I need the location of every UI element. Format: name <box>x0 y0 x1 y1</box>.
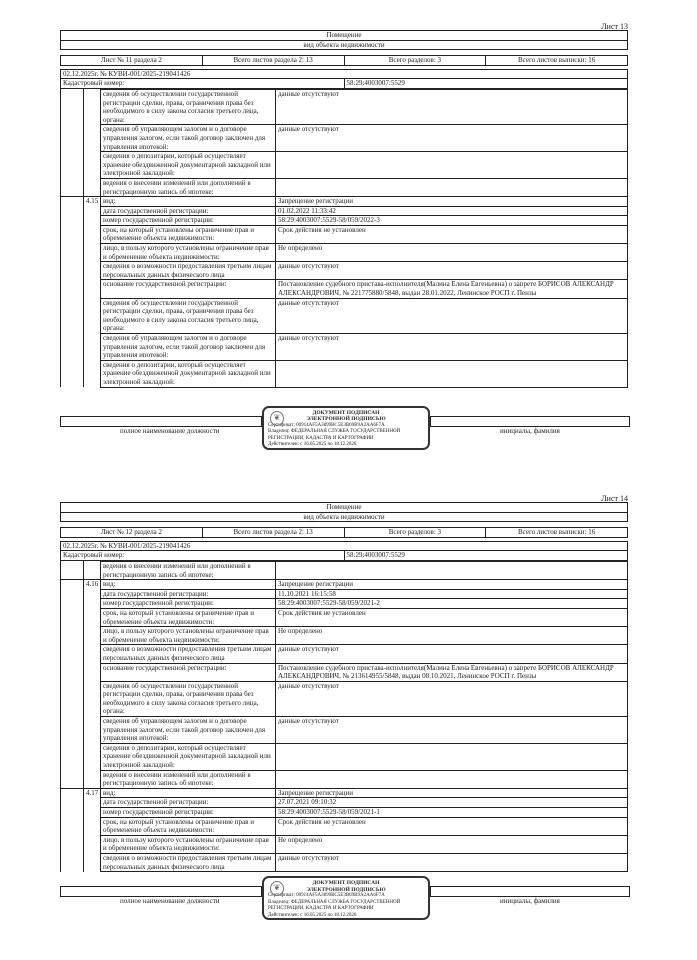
table-row <box>61 360 628 387</box>
row-margin <box>61 125 84 152</box>
object-type: Помещение <box>61 503 628 513</box>
object-type-caption: вид объекта недвижимости <box>61 512 628 522</box>
row-value: 58:29:4003007:5529-58/059/2021-1 <box>276 808 628 818</box>
row-label: сведения о возможности предоставления третьим лицам персональных данных физического лица <box>101 262 276 280</box>
sheet-14 <box>60 494 628 932</box>
table-row <box>61 206 628 216</box>
row-number: 4.15 <box>84 197 101 207</box>
row-margin <box>61 853 84 871</box>
table-row <box>61 608 628 626</box>
row-margin <box>61 152 84 179</box>
row-value: 27.07.2021 09:10:32 <box>276 798 628 808</box>
row-label: основание государственной регистрации: <box>101 280 276 298</box>
total-sections: Всего разделов: 3 <box>344 528 486 538</box>
row-number <box>84 225 101 243</box>
row-number <box>84 608 101 626</box>
stamp-validity: Действителен: с 16.05.2025 по 18.12.2026 <box>268 912 357 918</box>
sheet-info-table <box>60 55 628 66</box>
position-box <box>60 886 262 897</box>
stamp-certificate: Сертификат: 00914AF5A3899BC5E3B69B9A2AA6F7A <box>268 893 385 899</box>
cadastral-label: Кадастровый номер: <box>61 79 345 89</box>
row-number <box>84 216 101 226</box>
sheet-number: Лист 14 <box>601 494 628 503</box>
signature-block <box>60 872 628 932</box>
row-margin <box>61 360 84 387</box>
row-number <box>84 808 101 818</box>
table-row <box>61 817 628 835</box>
cadastral-number: 58:29:4003007:5529 <box>344 551 628 561</box>
row-label: дата государственной регистрации: <box>101 798 276 808</box>
stamp-subtitle: ЭЛЕКТРОННОЙ ПОДПИСЬЮ <box>306 416 386 423</box>
row-number <box>84 645 101 663</box>
row-value: данные отсутствуют <box>276 298 628 333</box>
row-number <box>84 206 101 216</box>
row-label: сведения о депозитарии, который осуществляет хранение обездвиженной документарной закладной или электронной закладной: <box>101 743 276 770</box>
row-margin <box>61 717 84 744</box>
row-margin <box>61 743 84 770</box>
row-margin <box>61 788 84 798</box>
row-value: данные отсутствуют <box>276 262 628 280</box>
row-label: ведения о внесении изменений или дополнений в регистрационную запись об ипотеке: <box>101 178 276 196</box>
row-margin <box>61 798 84 808</box>
object-type: Помещение <box>61 31 628 41</box>
name-label: инициалы, фамилия <box>500 897 560 906</box>
stamp-owner: Владелец: ФЕДЕРАЛЬНАЯ СЛУЖБА ГОСУДАРСТВЕННОЙ РЕГИСТРАЦИИ, КАДАСТРА И КАРТОГРАФИИ <box>268 429 401 441</box>
row-label: сведения о депозитарии, который осуществляет хранение обездвиженной документарной закладной или электронной закладной: <box>101 360 276 387</box>
cadastral-label: Кадастровый номер: <box>61 551 345 561</box>
row-value <box>276 178 628 196</box>
stamp-validity: Действителен: с 16.05.2025 по 18.12.2026 <box>268 442 357 448</box>
table-row <box>61 89 628 124</box>
table-row <box>61 178 628 196</box>
stamp-subtitle: ЭЛЕКТРОННОЙ ПОДПИСЬЮ <box>306 886 386 893</box>
table-row <box>61 262 628 280</box>
section-sheet: Лист № 12 раздела 2 <box>61 528 203 538</box>
row-margin <box>61 770 84 788</box>
row-value: Постановление судебного пристава-исполнителя(Малина Елена Евгеньевна) о запрете БОРИСОВ АЛЕКСАНДР АЛЕКСАНДРОВИЧ, № 213614955/5848, выдан 08.10.2021, Ленинское РОСП г. Пензы <box>276 663 628 681</box>
sheet-info-table <box>60 527 628 538</box>
row-label: срок, на который установлены ограничение прав и обременение объекта недвижимости: <box>101 225 276 243</box>
row-value: Постановление судебного пристава-исполнителя(Малина Елена Евгеньевна) о запрете БОРИСОВ АЛЕКСАНДР АЛЕКСАНДРОВИЧ, № 221775880/5848, выдан 28.01.2022, Ленинское РОСП г. Пензы <box>276 280 628 298</box>
row-number <box>84 770 101 788</box>
stamp-title: ДОКУМЕНТ ПОДПИСАН <box>312 409 380 416</box>
table-row <box>61 798 628 808</box>
cadastral-number: 58:29:4003007:5529 <box>344 79 628 89</box>
row-label: номер государственной регистрации: <box>101 216 276 226</box>
total-section2: Всего листов раздела 2: 13 <box>202 56 344 66</box>
row-number <box>84 798 101 808</box>
emblem-icon: ❦ <box>270 881 284 896</box>
row-value: Срок действия не установлен <box>276 608 628 626</box>
row-label: ведения о внесении изменений или дополнений в регистрационную запись об ипотеке: <box>101 561 276 579</box>
name-label: инициалы, фамилия <box>500 426 560 435</box>
row-label: сведения об осуществлении государственной регистрации сделки, права, ограничения права без необходимого в силу закона согласия третьего лица, органа: <box>101 681 276 716</box>
total-sheets: Всего листов выписки: 16 <box>486 528 628 538</box>
row-value: Не определено <box>276 244 628 262</box>
row-label: сведения об осуществлении государственной регистрации сделки, права, ограничения права без необходимого в силу закона согласия третьего лица, органа: <box>101 89 276 124</box>
row-margin <box>61 89 84 124</box>
row-value: Не определено <box>276 627 628 645</box>
table-row <box>61 599 628 609</box>
row-margin <box>61 561 84 579</box>
row-margin <box>61 627 84 645</box>
row-number <box>84 853 101 871</box>
row-margin <box>61 589 84 599</box>
row-margin <box>61 817 84 835</box>
row-label: сведения об управляющем залогом и о договоре управления залогом, если такой договор заключен для управления ипотекой: <box>101 125 276 152</box>
table-row <box>61 216 628 226</box>
row-label: номер государственной регистрации: <box>101 808 276 818</box>
row-value <box>276 561 628 579</box>
row-margin <box>61 808 84 818</box>
row-number: 4.17 <box>84 788 101 798</box>
row-number <box>84 599 101 609</box>
row-value: 58:29:4003007:5529-58/059/2022-3 <box>276 216 628 226</box>
row-margin <box>61 280 84 298</box>
row-number <box>84 152 101 179</box>
header-table <box>60 502 628 522</box>
row-value: Срок действия не установлен <box>276 817 628 835</box>
signature-block <box>60 388 628 448</box>
table-row <box>61 743 628 770</box>
table-row <box>61 125 628 152</box>
row-number: 4.16 <box>84 580 101 590</box>
row-margin <box>61 608 84 626</box>
table-row <box>61 645 628 663</box>
total-sheets: Всего листов выписки: 16 <box>486 56 628 66</box>
row-value <box>276 360 628 387</box>
row-value <box>276 152 628 179</box>
row-number <box>84 743 101 770</box>
row-label: вид: <box>101 788 276 798</box>
row-value: данные отсутствуют <box>276 645 628 663</box>
row-label: сведения об управляющем залогом и о договоре управления залогом, если такой договор заключен для управления ипотекой: <box>101 334 276 361</box>
table-row <box>61 853 628 871</box>
electronic-signature-stamp <box>262 406 430 450</box>
stamp-owner: Владелец: ФЕДЕРАЛЬНАЯ СЛУЖБА ГОСУДАРСТВЕННОЙ РЕГИСТРАЦИИ, КАДАСТРА И КАРТОГРАФИИ <box>268 899 401 912</box>
table-row <box>61 334 628 361</box>
row-margin <box>61 681 84 716</box>
extract-reference: 02.12.2025г. № КУВИ-001/2025-219041426 <box>61 69 628 79</box>
row-label: вид: <box>101 197 276 207</box>
row-margin <box>61 244 84 262</box>
row-number <box>84 334 101 361</box>
name-box <box>430 416 630 427</box>
extract-reference: 02.12.2025г. № КУВИ-001/2025-219041426 <box>61 541 628 551</box>
stamp-title: ДОКУМЕНТ ПОДПИСАН <box>312 880 380 887</box>
row-margin <box>61 599 84 609</box>
row-label: ведения о внесении изменений или дополнений в регистрационную запись об ипотеке: <box>101 770 276 788</box>
table-row <box>61 280 628 298</box>
row-margin <box>61 225 84 243</box>
row-number <box>84 244 101 262</box>
row-label: сведения об осуществлении государственной регистрации сделки, права, ограничения права без необходимого в силу закона согласия третьего лица, органа: <box>101 298 276 333</box>
stamp-certificate: Сертификат: 00914AF5A3899BC5E3B69B9A2AA6F7A <box>268 422 385 428</box>
sheet-number: Лист 13 <box>601 22 628 31</box>
row-label: сведения об управляющем залогом и о договоре управления залогом, если такой договор заключен для управления ипотекой: <box>101 717 276 744</box>
row-label: лицо, в пользу которого установлены ограничение прав и обременение объекта недвижимости: <box>101 627 276 645</box>
table-row <box>61 808 628 818</box>
row-number <box>84 835 101 853</box>
name-box <box>430 886 630 897</box>
extract-info-table <box>60 69 628 89</box>
electronic-signature-stamp <box>262 876 430 920</box>
encumbrance-table <box>60 561 628 872</box>
table-row <box>61 627 628 645</box>
header-table <box>60 30 628 50</box>
table-row <box>61 225 628 243</box>
table-row <box>61 298 628 333</box>
table-row <box>61 580 628 590</box>
row-number <box>84 178 101 196</box>
row-margin <box>61 178 84 196</box>
row-label: дата государственной регистрации: <box>101 589 276 599</box>
row-margin <box>61 216 84 226</box>
row-number <box>84 681 101 716</box>
row-number <box>84 817 101 835</box>
row-value: Не определено <box>276 835 628 853</box>
row-value <box>276 743 628 770</box>
encumbrance-table <box>60 89 628 388</box>
emblem-icon: ❦ <box>270 411 284 426</box>
table-row <box>61 835 628 853</box>
row-number <box>84 561 101 579</box>
table-row <box>61 770 628 788</box>
total-sections: Всего разделов: 3 <box>344 56 486 66</box>
row-margin <box>61 645 84 663</box>
row-margin <box>61 663 84 681</box>
row-margin <box>61 580 84 590</box>
row-label: основание государственной регистрации: <box>101 663 276 681</box>
row-value: 01.02.2022 11:33:42 <box>276 206 628 216</box>
row-label: сведения о возможности предоставления третьим лицам персональных данных физического лица <box>101 853 276 871</box>
table-row <box>61 197 628 207</box>
row-value: Запрещение регистрации <box>276 197 628 207</box>
row-label: сведения о депозитарии, который осуществляет хранение обездвиженной документарной закладной или электронной закладной: <box>101 152 276 179</box>
sheet-13 <box>60 22 628 448</box>
row-label: сведения о возможности предоставления третьим лицам персональных данных физического лица <box>101 645 276 663</box>
row-number <box>84 589 101 599</box>
row-number <box>84 280 101 298</box>
section-sheet: Лист № 11 раздела 2 <box>61 56 203 66</box>
row-value: данные отсутствуют <box>276 853 628 871</box>
table-row <box>61 561 628 579</box>
row-label: лицо, в пользу которого установлены ограничение прав и обременение объекта недвижимости: <box>101 244 276 262</box>
row-value: данные отсутствуют <box>276 717 628 744</box>
row-number <box>84 663 101 681</box>
row-number <box>84 717 101 744</box>
row-value: Срок действия не установлен <box>276 225 628 243</box>
row-label: срок, на который установлены ограничение прав и обременение объекта недвижимости: <box>101 608 276 626</box>
row-value: 58:29:4003007:5529-58/059/2021-2 <box>276 599 628 609</box>
row-margin <box>61 197 84 207</box>
table-row <box>61 681 628 716</box>
row-value: данные отсутствуют <box>276 334 628 361</box>
position-label: полное наименование должности <box>120 426 220 435</box>
table-row <box>61 788 628 798</box>
row-value: данные отсутствуют <box>276 89 628 124</box>
position-box <box>60 416 262 427</box>
table-row <box>61 244 628 262</box>
table-row <box>61 589 628 599</box>
row-margin <box>61 835 84 853</box>
row-margin <box>61 334 84 361</box>
row-number <box>84 627 101 645</box>
row-label: номер государственной регистрации: <box>101 599 276 609</box>
row-number <box>84 89 101 124</box>
row-number <box>84 298 101 333</box>
row-label: срок, на который установлены ограничение прав и обременение объекта недвижимости: <box>101 817 276 835</box>
row-number <box>84 262 101 280</box>
extract-info-table <box>60 541 628 561</box>
row-number <box>84 360 101 387</box>
row-label: вид: <box>101 580 276 590</box>
table-row <box>61 152 628 179</box>
row-value: Запрещение регистрации <box>276 788 628 798</box>
table-row <box>61 717 628 744</box>
row-margin <box>61 298 84 333</box>
total-section2: Всего листов раздела 2: 13 <box>202 528 344 538</box>
row-margin <box>61 206 84 216</box>
row-value <box>276 770 628 788</box>
row-value: данные отсутствуют <box>276 681 628 716</box>
row-margin <box>61 262 84 280</box>
row-value: данные отсутствуют <box>276 125 628 152</box>
row-value: Запрещение регистрации <box>276 580 628 590</box>
row-label: лицо, в пользу которого установлены ограничение прав и обременение объекта недвижимости: <box>101 835 276 853</box>
row-label: дата государственной регистрации: <box>101 206 276 216</box>
table-row <box>61 663 628 681</box>
row-value: 11.10.2021 16:15:58 <box>276 589 628 599</box>
object-type-caption: вид объекта недвижимости <box>61 40 628 50</box>
row-number <box>84 125 101 152</box>
position-label: полное наименование должности <box>120 897 220 906</box>
